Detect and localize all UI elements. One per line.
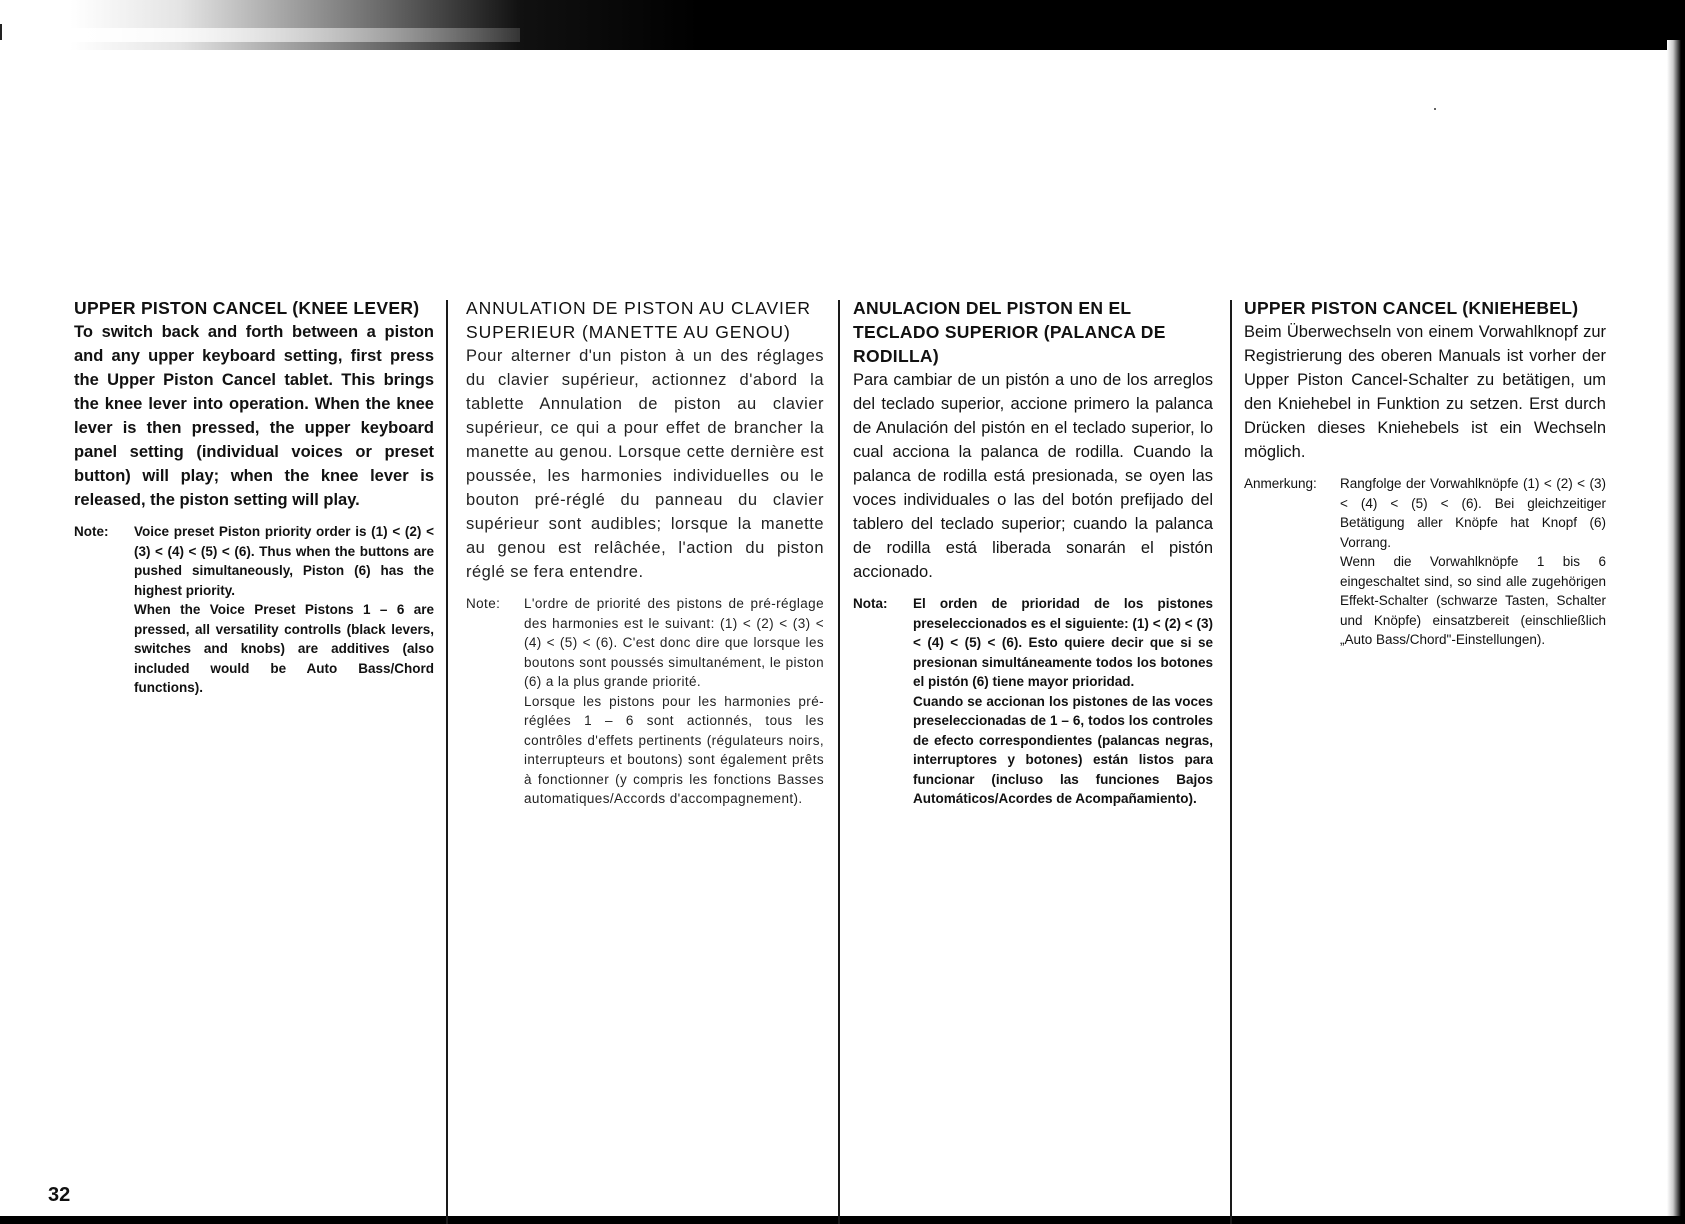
- spanish-note: [853, 594, 1213, 809]
- spanish-heading: ANULACION DEL PISTON EN EL TECLADO SUPERIOR (PALANCA DE RODILLA): [853, 298, 1166, 366]
- german-note: [1244, 474, 1606, 650]
- english-note: [74, 522, 434, 698]
- scan-bottom-border: [0, 1216, 1685, 1224]
- english-body: To switch back and forth between a piston and any upper keyboard setting, first press the Upper Piston Cancel tablet. This brings the knee lever into operation. When the knee lever is then pressed, the upper keyboard panel setting (individual voices or preset button) will play; when the knee lever is released, the piston setting will play.: [74, 323, 434, 509]
- english-note-controls: When the Voice Preset Pistons 1 – 6 are pressed, all versatility controlls (black levers, switches and knobs) are additives (also included would be Auto Bass/Chord functions).: [134, 602, 434, 695]
- english-note-text: [134, 522, 434, 698]
- scan-speck: [1434, 108, 1436, 110]
- spanish-column: [853, 296, 1213, 809]
- english-note-label: Note:: [74, 524, 109, 539]
- german-note-text: [1340, 474, 1606, 650]
- french-note-text: [524, 594, 824, 809]
- french-column: [466, 296, 824, 809]
- scan-top-border: [0, 0, 1685, 50]
- spanish-note-label: Nota:: [853, 596, 888, 611]
- french-heading: ANNULATION DE PISTON AU CLAVIER SUPERIEUR (MANETTE AU GENOU): [466, 298, 811, 342]
- scan-left-mark: [0, 24, 2, 40]
- german-heading: UPPER PISTON CANCEL (KNIEHEBEL): [1244, 298, 1579, 318]
- french-note: [466, 594, 824, 809]
- german-column: [1244, 296, 1606, 650]
- spanish-note-priority: El orden de prioridad de los pistones preseleccionados es el siguiente: (1) < (2) < (3) < (4) < (5) < (6). Esto quiere decir que si se presionan simultáneamente todos los botones el pistón (6) tiene mayor prioridad.: [913, 596, 1213, 689]
- german-note-priority: Rangfolge der Vorwahlknöpfe (1) < (2) < (3) < (4) < (5) < (6). Bei gleichzeitiger Betätigung aller Knöpfe hat Knopf (6) Vorrang.: [1340, 476, 1606, 550]
- spanish-body: Para cambiar de un pistón a uno de los arreglos del teclado superior, accione primero la palanca de Anulación del pistón en el teclado superior, lo cual acciona la palanca de rodilla. Cuando la palanca de rodilla está presionada, se oyen las voces individuales o las del botón prefijado del tablero del teclado superior; cuando la palanca de rodilla está liberada sonarán el pistón accionado.: [853, 371, 1213, 581]
- german-note-controls: Wenn die Vorwahlknöpfe 1 bis 6 eingeschaltet sind, so sind alle zugehörigen Effekt-Schalter (schwarze Tasten, Schalter und Knöpfe) einsatzbereit (einschließlich „Auto Bass/Chord"-Einstellungen).: [1340, 554, 1606, 647]
- scan-right-border: [1667, 40, 1685, 1224]
- german-body: Beim Überwechseln von einem Vorwahlknopf zur Registrierung des oberen Manuals ist vorher der Upper Piston Cancel-Schalter zu betätigen, um den Kniehebel in Funktion zu setzen. Erst durch Drücken dieses Kniehebels ist ein Wechseln möglich.: [1244, 323, 1606, 461]
- scan-top-fade: [60, 28, 520, 42]
- german-note-label: Anmerkung:: [1244, 476, 1317, 491]
- spanish-note-controls: Cuando se accionan los pistones de las voces preseleccionadas de 1 – 6, todos los controles de efecto correspondientes (palancas negras, interruptores y botones) están listos para funcionar (incluso las funciones Bajos Automáticos/Acordes de Acompañamiento).: [913, 693, 1213, 806]
- spanish-note-text: [913, 594, 1213, 809]
- french-note-priority: L'ordre de priorité des pistons de pré-réglage des harmonies est le suivant: (1) < (2) < (3) < (4) < (5) < (6). C'est donc dire que lorsque les boutons sont poussés simultanément, le piston (6) a la plus grande priorité.: [524, 596, 824, 689]
- french-note-controls: Lorsque les pistons pour les harmonies pré-réglées 1 – 6 sont actionnés, tous les contrôles d'effets pertinents (régulateurs noirs, interrupteurs et boutons) sont également prêts à fonctionner (y compris les fonctions Basses automatiques/Accords d'accompagnement).: [524, 693, 824, 806]
- column-divider: [838, 300, 840, 1224]
- column-divider: [1230, 300, 1232, 1224]
- page-number: 32: [48, 1184, 71, 1206]
- french-body: Pour alterner d'un piston à un des réglages du clavier supérieur, actionnez d'abord la tablette Annulation de piston au clavier supérieur, ce qui a pour effet de brancher la manette au genou. Lorsque cette dernière est poussée, les harmonies individuelles ou le bouton pré-réglé du panneau du clavier supérieur sont audibles; lorsque la manette au genou est relâchée, l'action du piston réglé se fera entendre.: [466, 347, 824, 581]
- french-note-label: Note:: [466, 596, 501, 611]
- english-column: [74, 296, 434, 698]
- english-note-priority: Voice preset Piston priority order is (1) < (2) < (3) < (4) < (5) < (6). Thus when the buttons are pushed simultaneously, Piston (6) has the highest priority.: [134, 524, 434, 598]
- english-heading: UPPER PISTON CANCEL (KNEE LEVER): [74, 298, 420, 318]
- column-divider: [446, 300, 448, 1224]
